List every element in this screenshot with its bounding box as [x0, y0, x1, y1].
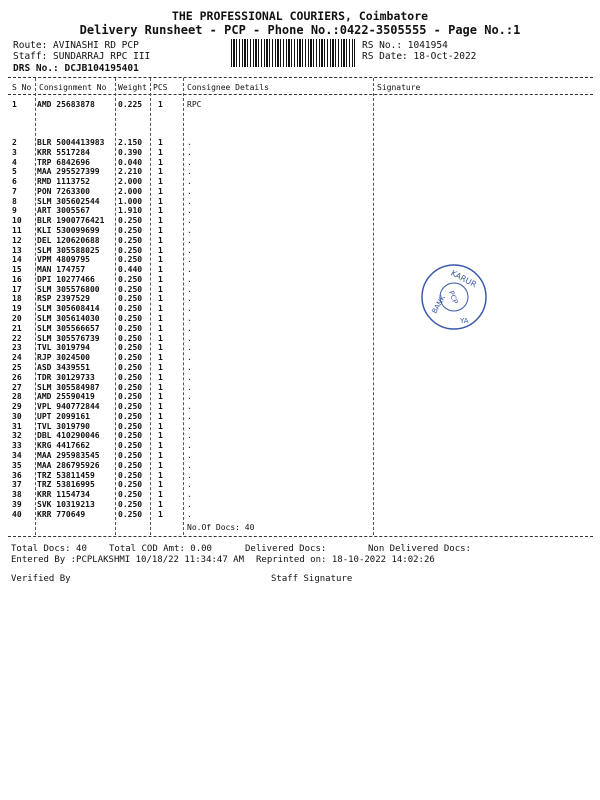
row-pcs: 1	[158, 353, 163, 363]
row-weight: 0.250	[118, 333, 143, 343]
row-weight: 0.250	[118, 382, 143, 392]
row-details: .	[187, 167, 192, 177]
row-weight: 0.250	[118, 480, 143, 490]
row-sno: 19	[12, 304, 22, 314]
row-consignment: KRR 1154734	[37, 490, 90, 500]
row-details: .	[187, 255, 192, 265]
row-pcs: 1	[158, 402, 163, 412]
table-row	[0, 285, 600, 295]
table-row	[0, 216, 600, 226]
table-row	[0, 255, 600, 265]
row-details: .	[187, 372, 192, 382]
row-weight: 0.250	[118, 255, 143, 265]
row-details: .	[187, 138, 192, 147]
row-details: .	[187, 245, 192, 255]
table-row	[0, 236, 600, 246]
row-consignment: SLM 305566657	[37, 323, 100, 333]
row-consignment: MAA 286795926	[37, 460, 100, 470]
col-weight: Weight	[118, 83, 147, 92]
row-sno: 10	[12, 216, 22, 226]
row-consignment: MAA 295527399	[37, 167, 100, 177]
row-weight: 0.250	[118, 216, 143, 226]
row-weight: 2.000	[118, 186, 143, 196]
row-consignment: MAA 295983545	[37, 450, 100, 460]
row-details: .	[187, 411, 192, 421]
row-consignment: AMD 25590419	[37, 392, 95, 402]
row-details: RPC	[187, 100, 202, 109]
table-row	[0, 431, 600, 441]
row-pcs: 1	[158, 294, 163, 304]
row-sno: 8	[12, 196, 17, 206]
row-details: .	[187, 509, 192, 519]
row-details: .	[187, 186, 192, 196]
row-weight: 0.250	[118, 402, 143, 412]
row-pcs: 1	[158, 509, 163, 519]
row-consignment: SLM 305576739	[37, 333, 100, 343]
row-weight: 2.000	[118, 177, 143, 187]
row-details: .	[187, 265, 192, 275]
row-consignment: SLM 305588025	[37, 245, 100, 255]
table-row	[0, 500, 600, 510]
entered-by: Entered By :PCPLAKSHMI 10/18/22 11:34:47 AM	[11, 555, 244, 565]
rs-date: RS Date: 18-Oct-2022	[362, 51, 477, 62]
row-consignment: SLM 305608414	[37, 304, 100, 314]
row-pcs: 1	[158, 265, 163, 275]
row-details: .	[187, 431, 192, 441]
row-sno: 17	[12, 284, 22, 294]
row-consignment: VPL 940772844	[37, 402, 100, 412]
row-weight: 0.250	[118, 450, 143, 460]
row-consignment: TRP 6842696	[37, 157, 90, 167]
row-consignment: KRR 5517284	[37, 147, 90, 157]
col-pcs: PCS	[153, 83, 168, 92]
row-pcs: 1	[158, 147, 163, 157]
delivered-docs: Delivered Docs:	[245, 544, 327, 554]
row-pcs: 1	[158, 431, 163, 441]
row-details: .	[187, 157, 192, 167]
row-pcs: 1	[158, 499, 163, 509]
row-details: .	[187, 147, 192, 157]
stamp-text-left: BANK	[430, 294, 448, 315]
row-sno: 24	[12, 353, 22, 363]
row-pcs: 1	[158, 206, 163, 216]
row-weight: 0.390	[118, 147, 143, 157]
staff-signature: Staff Signature	[271, 574, 353, 584]
barcode	[231, 39, 355, 67]
table-row	[0, 490, 600, 500]
table-row	[0, 158, 600, 168]
row-consignment: TVL 3019790	[37, 421, 90, 431]
row-sno: 29	[12, 402, 22, 412]
row-details: .	[187, 470, 192, 480]
row-consignment: BLR 5004413983	[37, 138, 105, 147]
row-details: .	[187, 314, 192, 324]
table-row	[0, 422, 600, 432]
row-weight: 0.250	[118, 235, 143, 245]
row-sno: 4	[12, 157, 17, 167]
table-row	[0, 402, 600, 412]
row-pcs: 1	[158, 186, 163, 196]
row-weight: 0.250	[118, 323, 143, 333]
table-row	[0, 275, 600, 285]
row-weight: 0.250	[118, 362, 143, 372]
row-details: .	[187, 323, 192, 333]
row-details: .	[187, 206, 192, 216]
table-row	[0, 226, 600, 236]
table-row	[0, 343, 600, 353]
row-consignment: TRZ 53816995	[37, 480, 95, 490]
row-weight: 0.040	[118, 157, 143, 167]
row-consignment: SLM 305614030	[37, 314, 100, 324]
row-consignment: DEL 120620688	[37, 235, 100, 245]
row-weight: 0.250	[118, 372, 143, 382]
row-sno: 38	[12, 490, 22, 500]
row-details: .	[187, 284, 192, 294]
row-details: .	[187, 294, 192, 304]
rs-number: RS No.: 1041954	[362, 40, 448, 51]
col-consignment: Consignment No	[39, 83, 107, 92]
row-sno: 26	[12, 372, 22, 382]
staff-label: Staff: SUNDARRAJ RPC III	[13, 51, 151, 62]
table-row	[0, 265, 600, 275]
table-row	[0, 510, 600, 520]
non-delivered-docs: Non Delivered Docs:	[368, 544, 471, 554]
table-row	[0, 441, 600, 451]
row-sno: 25	[12, 362, 22, 372]
table-row	[0, 412, 600, 422]
row-sno: 36	[12, 470, 22, 480]
row-consignment: DPI 10277466	[37, 274, 95, 284]
row-details: .	[187, 402, 192, 412]
row-sno: 16	[12, 274, 22, 284]
row-consignment: RSP 2397529	[37, 294, 90, 304]
row-sno: 5	[12, 167, 17, 177]
table-row	[0, 177, 600, 187]
row-weight: 2.150	[118, 138, 143, 147]
row-weight: 0.440	[118, 265, 143, 275]
row-details: .	[187, 177, 192, 187]
row-pcs: 1	[158, 480, 163, 490]
row-weight: 0.250	[118, 460, 143, 470]
row-consignment: VPM 4809795	[37, 255, 90, 265]
row-sno: 21	[12, 323, 22, 333]
bank-stamp	[420, 263, 488, 331]
table-row	[0, 363, 600, 373]
row-sno: 37	[12, 480, 22, 490]
row-sno: 11	[12, 226, 22, 236]
runsheet-title: Delivery Runsheet - PCP - Phone No.:0422-3505555 - Page No.:1	[79, 23, 521, 37]
row-sno: 40	[12, 509, 22, 519]
row-sno: 2	[12, 138, 17, 147]
route-label: Route: AVINASHI RD PCP	[13, 40, 139, 51]
table-row	[0, 314, 600, 324]
stamp-text-right: YA	[460, 317, 469, 325]
row-consignment: MAN 174757	[37, 265, 86, 275]
row-weight: 0.225	[118, 100, 143, 109]
row-pcs: 1	[158, 196, 163, 206]
row-weight: 0.250	[118, 441, 143, 451]
row-weight: 0.250	[118, 304, 143, 314]
row-pcs: 1	[158, 314, 163, 324]
row-sno: 7	[12, 186, 17, 196]
row-sno: 28	[12, 392, 22, 402]
stamp-text-center: PCP	[447, 289, 460, 305]
row-sno: 35	[12, 460, 22, 470]
row-weight: 0.250	[118, 509, 143, 519]
row-details: .	[187, 421, 192, 431]
row-consignment: KLI 530099699	[37, 226, 100, 236]
row-weight: 0.250	[118, 314, 143, 324]
row-consignment: SLM 305602544	[37, 196, 100, 206]
row-details: .	[187, 490, 192, 500]
row-pcs: 1	[158, 323, 163, 333]
row-weight: 0.250	[118, 499, 143, 509]
table-row	[0, 480, 600, 490]
reprinted-on: Reprinted on: 18-10-2022 14:02:26	[256, 555, 435, 565]
row-sno: 12	[12, 235, 22, 245]
table-row	[0, 148, 600, 158]
row-sno: 22	[12, 333, 22, 343]
row-consignment: BLR 1900776421	[37, 216, 105, 226]
row-pcs: 1	[158, 490, 163, 500]
row-pcs: 1	[158, 392, 163, 402]
row-consignment: TRZ 53811459	[37, 470, 95, 480]
row-pcs: 1	[158, 255, 163, 265]
table-row	[0, 471, 600, 481]
row-consignment: UPT 2099161	[37, 411, 90, 421]
row-pcs: 1	[158, 421, 163, 431]
drs-number: DRS No.: DCJB104195401	[13, 63, 139, 74]
table-row	[0, 353, 600, 363]
row-details: .	[187, 226, 192, 236]
row-pcs: 1	[158, 274, 163, 284]
row-consignment: KRG 4417662	[37, 441, 90, 451]
row-consignment: SVK 10319213	[37, 499, 95, 509]
row-pcs: 1	[158, 216, 163, 226]
row-sno: 23	[12, 343, 22, 353]
table-row	[0, 100, 600, 110]
table-row	[0, 206, 600, 216]
row-consignment: DBL 410290046	[37, 431, 100, 441]
row-sno: 30	[12, 411, 22, 421]
row-sno: 9	[12, 206, 17, 216]
row-details: .	[187, 274, 192, 284]
row-consignment: PON 7263300	[37, 186, 90, 196]
verified-by: Verified By	[11, 574, 71, 584]
row-details: .	[187, 441, 192, 451]
row-pcs: 1	[158, 138, 163, 147]
row-pcs: 1	[158, 382, 163, 392]
row-weight: 0.250	[118, 392, 143, 402]
table-row	[0, 383, 600, 393]
row-consignment: TDR 30129733	[37, 372, 95, 382]
row-weight: 1.000	[118, 196, 143, 206]
row-sno: 31	[12, 421, 22, 431]
row-consignment: ART 3005567	[37, 206, 90, 216]
table-row	[0, 373, 600, 383]
row-details: .	[187, 333, 192, 343]
row-pcs: 1	[158, 441, 163, 451]
row-sno: 3	[12, 147, 17, 157]
row-sno: 1	[12, 100, 17, 109]
table-row	[0, 334, 600, 344]
row-consignment: AMD 25683878	[37, 100, 95, 109]
row-sno: 27	[12, 382, 22, 392]
row-weight: 0.250	[118, 490, 143, 500]
table-row	[0, 451, 600, 461]
row-details: .	[187, 304, 192, 314]
row-sno: 32	[12, 431, 22, 441]
row-sno: 13	[12, 245, 22, 255]
row-weight: 0.250	[118, 284, 143, 294]
header-bottom-rule	[8, 94, 593, 95]
row-pcs: 1	[158, 304, 163, 314]
row-consignment: RMD 1113752	[37, 177, 90, 187]
table-row	[0, 461, 600, 471]
row-pcs: 1	[158, 245, 163, 255]
table-row	[0, 324, 600, 334]
total-cod: Total COD Amt: 0.00	[109, 544, 212, 554]
table-row	[0, 246, 600, 256]
table-row	[0, 167, 600, 177]
row-pcs: 1	[158, 450, 163, 460]
row-pcs: 1	[158, 226, 163, 236]
row-weight: 0.250	[118, 343, 143, 353]
row-pcs: 1	[158, 167, 163, 177]
table-row	[0, 304, 600, 314]
col-signature: Signature	[377, 83, 421, 92]
row-details: .	[187, 216, 192, 226]
row-weight: 0.250	[118, 411, 143, 421]
header-top-rule	[8, 77, 593, 78]
row-details: .	[187, 343, 192, 353]
row-pcs: 1	[158, 372, 163, 382]
row-consignment: KRR 770649	[37, 509, 86, 519]
row-details: .	[187, 362, 192, 372]
stamp-text-top: KARUR	[449, 268, 478, 290]
row-sno: 18	[12, 294, 22, 304]
row-details: .	[187, 450, 192, 460]
table-row	[0, 294, 600, 304]
row-pcs: 1	[158, 235, 163, 245]
table-row	[0, 187, 600, 197]
row-sno: 34	[12, 450, 22, 460]
row-sno: 33	[12, 441, 22, 451]
row-consignment: RJP 3024500	[37, 353, 90, 363]
row-details: .	[187, 392, 192, 402]
row-pcs: 1	[158, 362, 163, 372]
footer-rule	[8, 536, 593, 537]
row-weight: 0.250	[118, 470, 143, 480]
row-details: .	[187, 353, 192, 363]
row-pcs: 1	[158, 284, 163, 294]
row-weight: 0.250	[118, 245, 143, 255]
row-weight: 0.250	[118, 353, 143, 363]
row-sno: 15	[12, 265, 22, 275]
row-pcs: 1	[158, 157, 163, 167]
row-sno: 14	[12, 255, 22, 265]
row-pcs: 1	[158, 100, 163, 109]
row-sno: 20	[12, 314, 22, 324]
row-pcs: 1	[158, 177, 163, 187]
row-sno: 6	[12, 177, 17, 187]
row-pcs: 1	[158, 470, 163, 480]
row-details: .	[187, 499, 192, 509]
table-row	[0, 392, 600, 402]
company-title: THE PROFESSIONAL COURIERS, Coimbatore	[171, 9, 429, 23]
row-consignment: SLM 305584987	[37, 382, 100, 392]
row-details: .	[187, 235, 192, 245]
table-row	[0, 138, 600, 148]
row-weight: 0.250	[118, 274, 143, 284]
row-details: .	[187, 480, 192, 490]
row-weight: 0.250	[118, 421, 143, 431]
row-details: .	[187, 460, 192, 470]
table-row	[0, 197, 600, 207]
row-details: .	[187, 196, 192, 206]
row-weight: 2.210	[118, 167, 143, 177]
row-consignment: ASD 3439551	[37, 362, 90, 372]
row-pcs: 1	[158, 411, 163, 421]
row-pcs: 1	[158, 460, 163, 470]
row-weight: 1.910	[118, 206, 143, 216]
total-docs: Total Docs: 40	[11, 544, 87, 554]
row-weight: 0.250	[118, 294, 143, 304]
col-details: Consignee Details	[187, 83, 269, 92]
row-details: .	[187, 382, 192, 392]
row-consignment: TVL 3019794	[37, 343, 90, 353]
row-weight: 0.250	[118, 226, 143, 236]
row-consignment: SLM 305576800	[37, 284, 100, 294]
row-pcs: 1	[158, 333, 163, 343]
row-sno: 39	[12, 499, 22, 509]
row-weight: 0.250	[118, 431, 143, 441]
col-sno: S No	[12, 83, 32, 92]
no-of-docs: No.Of Docs: 40	[187, 523, 255, 532]
row-pcs: 1	[158, 343, 163, 353]
